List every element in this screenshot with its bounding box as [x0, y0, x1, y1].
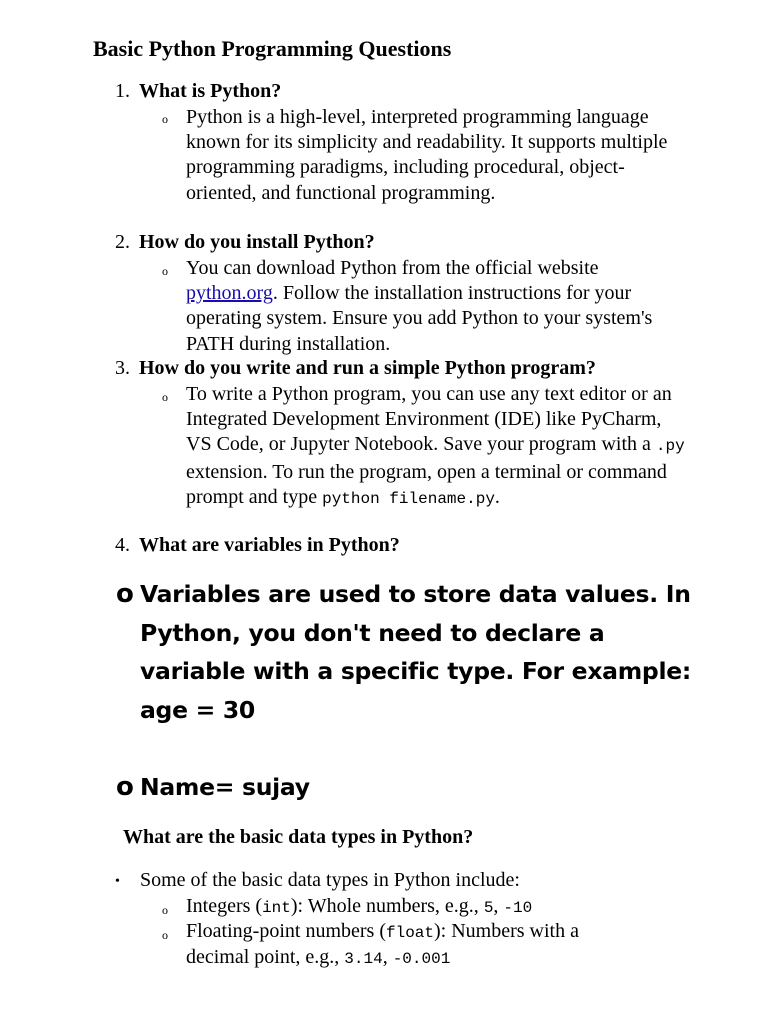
question-3	[115, 356, 596, 381]
section-heading: What are the basic data types in Python?	[123, 826, 474, 848]
bullet-dot-icon: •	[115, 874, 120, 889]
question-number: 2.	[115, 231, 130, 253]
python-org-link[interactable]: python.org	[186, 282, 273, 305]
variables-example: age = 30	[140, 695, 255, 724]
data-type-float-line2	[186, 945, 450, 972]
code-example: 5	[483, 899, 494, 917]
item-text: ): Numbers with a	[434, 920, 579, 942]
circle-bullet-icon: o	[116, 579, 134, 609]
variables-text: Variables are used to store data values. In Python, you don't need to declare a variable with a specific type. For example:	[140, 580, 691, 685]
item-text: Floating-point numbers (	[186, 920, 386, 942]
item-text: ,	[382, 946, 393, 968]
circle-bullet-icon: o	[116, 772, 134, 802]
code-extension: .py	[655, 437, 685, 456]
code-float: float	[385, 924, 434, 942]
question-number: 1.	[115, 80, 130, 102]
answer-text: To write a Python program, you can use any text editor or an Integrated Development Environment (IDE) like PyCharm, VS Code, or Jupyter Notebook. Save your program with a	[186, 383, 672, 456]
answer-1: Python is a high-level, interpreted programming language known for its simplicity and readability. It supports multiple programming paradigms, including procedural, object-oriented, and functional programming.	[186, 106, 668, 204]
answer-text: extension. To run the program, open a terminal or command prompt and type	[186, 460, 667, 508]
circle-bullet-icon: o	[162, 903, 168, 917]
code-int: int	[262, 899, 291, 917]
answer-text: .	[494, 485, 500, 508]
item-text: Integers (	[186, 895, 263, 917]
section-intro: Some of the basic data types in Python include:	[140, 869, 520, 891]
question-text: How do you write and run a simple Python program?	[139, 357, 596, 379]
item-text: ): Whole numbers, e.g.,	[290, 895, 484, 917]
question-number: 3.	[115, 357, 130, 379]
question-text: How do you install Python?	[139, 231, 375, 253]
answer-2	[186, 256, 686, 357]
circle-bullet-icon: o	[162, 264, 168, 278]
circle-bullet-icon: o	[162, 112, 168, 126]
page-title: Basic Python Programming Questions	[93, 36, 452, 61]
question-2	[115, 230, 375, 255]
question-text: What are variables in Python?	[139, 534, 400, 556]
name-example: Name= sujay	[140, 773, 310, 801]
answer-text: You can download Python from the official website	[186, 257, 599, 279]
code-example: -10	[503, 899, 533, 917]
circle-bullet-icon: o	[162, 928, 168, 942]
question-1	[115, 79, 281, 104]
big-bullet-2	[116, 768, 716, 807]
code-example: 3.14	[344, 950, 383, 968]
question-4	[115, 533, 400, 558]
question-number: 4.	[115, 534, 130, 556]
item-text: ,	[493, 895, 504, 917]
data-type-float	[186, 919, 579, 946]
code-example: -0.001	[392, 950, 451, 968]
data-type-int	[186, 894, 532, 921]
answer-3	[186, 382, 686, 512]
question-text: What is Python?	[139, 80, 282, 102]
big-bullet-1	[116, 575, 716, 729]
code-command: python filename.py	[322, 489, 495, 508]
answer-text: . Follow the installation instructions for your operating system. Ensure you add Python to your system's PATH during installation.	[186, 282, 653, 355]
item-text: decimal point, e.g.,	[186, 946, 345, 968]
circle-bullet-icon: o	[162, 390, 168, 404]
